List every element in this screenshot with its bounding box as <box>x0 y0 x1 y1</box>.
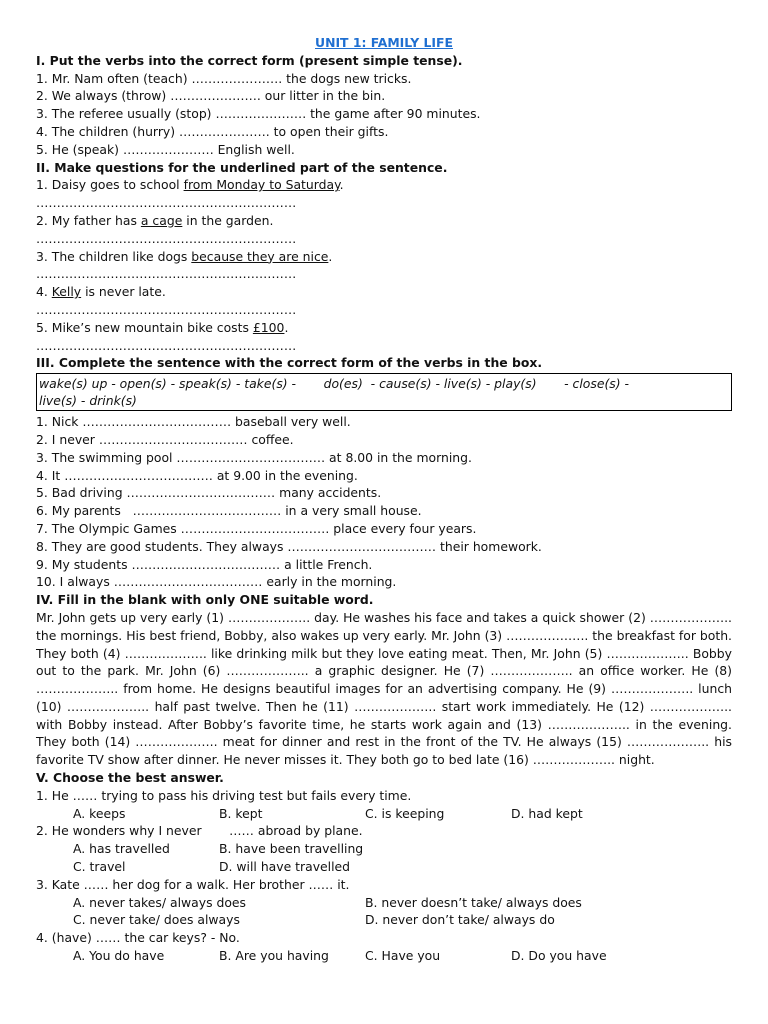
underlined-part: £100 <box>252 319 285 335</box>
question-text: . <box>328 248 333 264</box>
s3-item: 10. I always ……………………………… early in the morning. <box>36 574 397 590</box>
option-d: D. Do you have <box>511 948 607 964</box>
answer-line: ……………………………………………………… <box>36 195 297 211</box>
option-b: B. have been travelling <box>219 841 364 857</box>
question-text: 4. <box>36 284 52 300</box>
s1-item: 5. He (speak) …………………. English well. <box>36 141 295 157</box>
verb-box <box>36 373 732 411</box>
answer-line: ……………………………………………………… <box>36 301 297 317</box>
section-5-heading: V. Choose the best answer. <box>36 770 224 786</box>
answer-line: ……………………………………………………… <box>36 230 297 246</box>
underlined-part: a cage <box>140 212 183 228</box>
s3-item: 4. It ……………………………… at 9.00 in the evening. <box>36 467 358 483</box>
mc-question-stem: 2. He wonders why I never …… abroad by plane. <box>36 823 363 839</box>
question-text: 2. My father has <box>36 212 141 228</box>
s1-item: 1. Mr. Nam often (teach) …………………. the dogs new tricks. <box>36 70 412 86</box>
underlined-part: because they are nice <box>191 248 329 264</box>
s3-item: 2. I never ……………………………… coffee. <box>36 431 294 447</box>
question-text: 5. Mike’s new mountain bike costs <box>36 319 253 335</box>
option-c: C. Have you <box>365 948 441 964</box>
page-title: UNIT 1: FAMILY LIFE <box>315 35 453 50</box>
s3-item: 1. Nick ……………………………… baseball very well. <box>36 414 351 430</box>
section-1-heading: I. Put the verbs into the correct form (present simple tense). <box>36 52 463 68</box>
option-d: D. never don’t take/ always do <box>365 912 555 928</box>
option-c: C. is keeping <box>365 805 445 821</box>
option-a: A. never takes/ always does <box>73 894 246 910</box>
question-text: 3. The children like dogs <box>36 248 192 264</box>
option-c: C. never take/ does always <box>73 912 240 928</box>
answer-line: ……………………………………………………… <box>36 266 297 282</box>
option-c: C. travel <box>73 859 126 875</box>
fill-in-paragraph: Mr. John gets up very early (1) ……………….. day. He washes his face and takes a quick shower (2) ……………….. the mornings. His best friend, Bobby, also wakes up very early. Mr. John (3) ……………….. the breakfast for both. They both (4) ……………….. like drinking milk but they love eating meat. Then, Mr. John (5) ……………….. Bobby out to the park. Mr. John (6) ……………….. a graphic designer. He (7) ……………….. an office worker. He (8) ……………….. from home. He designs beautiful images for an advertising company. He (9) ……………….. lunch (10) ……………….. half past twelve. Then he (11) ……………….. start work immediately. He (12) ……………….. with Bobby instead. After Bobby’s favorite time, he starts work again and (13) ……………….. in the evening. They both (14) ……………….. meat for dinner and rest in the front of the TV. He always (15) ……………….. his favorite TV show after dinner. He never misses it. They both go to bed late (16) ……………….. night. <box>36 609 732 768</box>
option-b: B. never doesn’t take/ always does <box>365 894 582 910</box>
s3-item: 7. The Olympic Games ……………………………… place every four years. <box>36 520 477 536</box>
s2-question <box>36 212 732 230</box>
s1-item: 3. The referee usually (stop) …………………. the game after 90 minutes. <box>36 106 481 122</box>
option-d: D. had kept <box>511 805 583 821</box>
worksheet <box>36 34 732 965</box>
option-b: B. kept <box>219 805 263 821</box>
s3-item: 8. They are good students. They always ……………………………… their homework. <box>36 538 542 554</box>
mc-options <box>36 805 732 823</box>
option-a: A. has travelled <box>73 841 170 857</box>
verb-box-line: live(s) - drink(s) <box>39 393 137 409</box>
s3-item: 6. My parents ……………………………… in a very small house. <box>36 503 422 519</box>
question-text: . <box>284 319 289 335</box>
option-a: A. You do have <box>73 948 165 964</box>
s1-item: 4. The children (hurry) …………………. to open their gifts. <box>36 123 389 139</box>
answer-line: ……………………………………………………… <box>36 337 297 353</box>
question-text: in the garden. <box>182 212 274 228</box>
section-4-heading: IV. Fill in the blank with only ONE suitable word. <box>36 592 374 608</box>
mc-options <box>36 947 732 965</box>
mc-options <box>36 858 732 876</box>
mc-question-stem: 4. (have) …… the car keys? - No. <box>36 930 240 946</box>
underlined-part: Kelly <box>51 284 82 300</box>
underlined-part: from Monday to Saturday <box>183 177 340 193</box>
question-text: 1. Daisy goes to school <box>36 177 184 193</box>
s3-item: 3. The swimming pool ……………………………… at 8.00 in the morning. <box>36 449 472 465</box>
option-d: D. will have travelled <box>219 859 351 875</box>
verb-box-line: wake(s) up - open(s) - speak(s) - take(s) - do(es) - cause(s) - live(s) - play(s) - close(s) - <box>39 376 629 392</box>
s3-item: 9. My students ……………………………… a little French. <box>36 556 373 572</box>
s2-question <box>36 176 732 194</box>
mc-options <box>36 911 732 929</box>
question-text: . <box>339 177 344 193</box>
mc-options <box>36 840 732 858</box>
s3-item: 5. Bad driving ……………………………… many accidents. <box>36 485 382 501</box>
question-text: is never late. <box>81 284 166 300</box>
mc-question-stem: 3. Kate …… her dog for a walk. Her brother …… it. <box>36 876 350 892</box>
s2-question <box>36 248 732 266</box>
s1-item: 2. We always (throw) …………………. our litter in the bin. <box>36 88 386 104</box>
option-b: B. Are you having <box>219 948 329 964</box>
s2-question <box>36 283 732 301</box>
section-3-heading: III. Complete the sentence with the correct form of the verbs in the box. <box>36 355 543 371</box>
mc-question-stem: 1. He …… trying to pass his driving test but fails every time. <box>36 787 412 803</box>
section-2-heading: II. Make questions for the underlined part of the sentence. <box>36 159 448 175</box>
mc-options <box>36 894 732 912</box>
s2-question <box>36 319 732 337</box>
option-a: A. keeps <box>73 805 126 821</box>
